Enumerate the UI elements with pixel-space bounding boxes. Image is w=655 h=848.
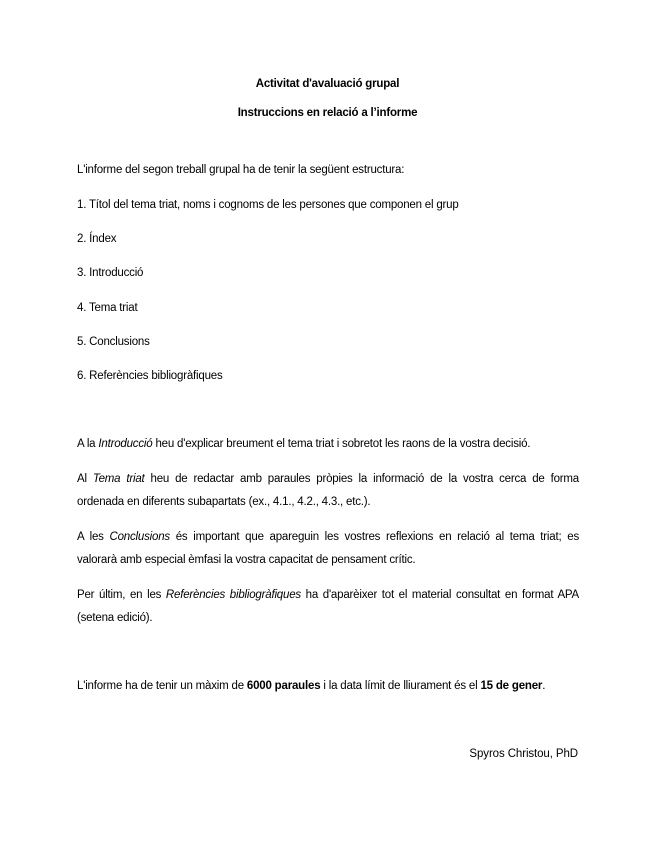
- structure-item-6: 6. Referències bibliogràfiques: [77, 370, 223, 382]
- structure-item-1: 1. Títol del tema triat, noms i cognoms de les persones que componen el grup: [77, 199, 459, 211]
- structure-item-5: 5. Conclusions: [77, 336, 150, 348]
- paragraph-introduccio: A la Introducció heu d'explicar breument el tema triat i sobretot les raons de la vostra decisió.: [77, 438, 531, 450]
- word-limit: 6000 paraules: [246, 680, 321, 692]
- structure-item-3: 3. Introducció: [77, 267, 144, 279]
- paragraph-referencies: Per últim, en les Referències bibliogràfiques ha d'aparèixer tot el material consultat en format APA (setena edició).: [77, 589, 579, 624]
- final-requirements: L'informe ha de tenir un màxim de 6000 paraules i la data límit de lliurament és el 15 de gener.: [77, 680, 546, 692]
- paragraph-conclusions: A les Conclusions és important que apareguin les vostres reflexions en relació al tema triat; es valorarà amb especial èmfasi la vostra capacitat de pensament crític.: [77, 531, 579, 566]
- paragraph-tema-triat: Al Tema triat heu de redactar amb paraules pròpies la informació de la vostra cerca de forma ordenada en diferents subapartats (ex., 4.1., 4.2., 4.3., etc.).: [77, 473, 579, 508]
- document-title: Activitat d'avaluació grupal: [255, 78, 400, 90]
- emphasis-introduccio: Introducció: [98, 438, 153, 450]
- emphasis-tema-triat: Tema triat: [92, 473, 145, 485]
- structure-item-4: 4. Tema triat: [77, 302, 138, 314]
- intro-text: L'informe del segon treball grupal ha de tenir la següent estructura:: [77, 164, 405, 176]
- document-subtitle: Instruccions en relació a l’informe: [237, 107, 418, 119]
- deadline: 15 de gener: [480, 680, 543, 692]
- signature: Spyros Christou, PhD: [469, 748, 578, 760]
- emphasis-referencies: Referències bibliogràfiques: [165, 589, 301, 601]
- emphasis-conclusions: Conclusions: [109, 531, 170, 543]
- structure-item-2: 2. Índex: [77, 233, 117, 245]
